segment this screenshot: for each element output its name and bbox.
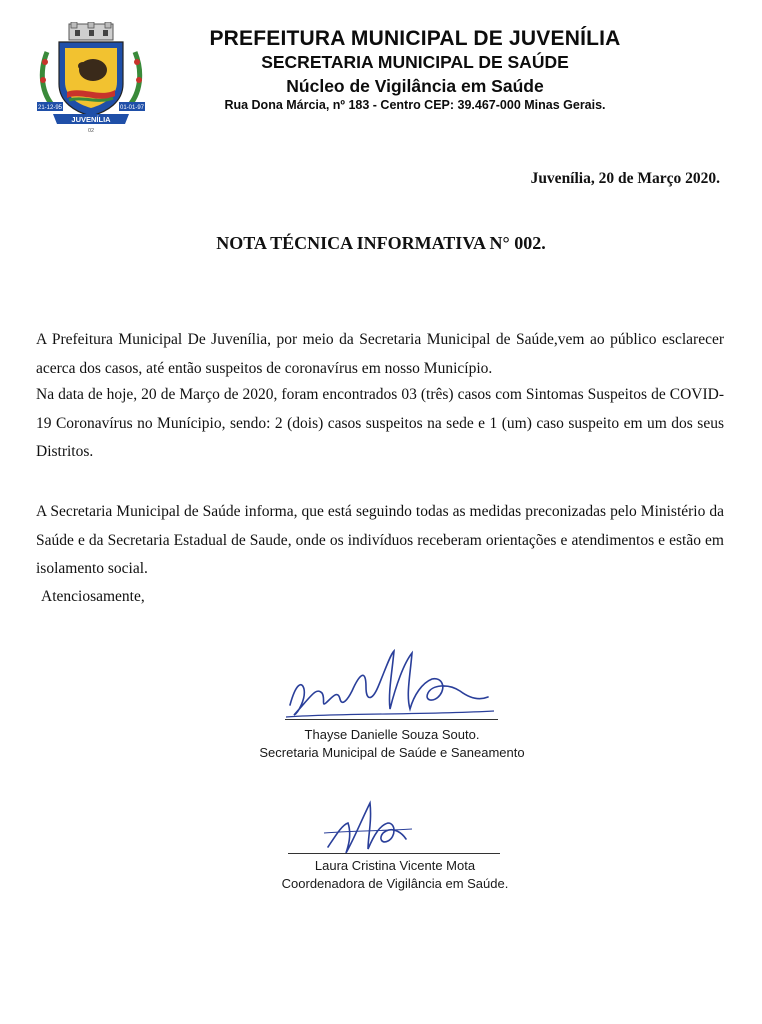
signature-line-1	[285, 719, 498, 720]
body-paragraph-2: Na data de hoje, 20 de Março de 2020, foram encontrados 03 (três) casos com Sintomas Suspeitos de COVID-19 Coronavírus no Munícipio, sendo: 2 (dois) casos suspeitos na sede e 1 (um) caso suspeito em um dos seus Distritos.	[36, 386, 724, 460]
body-paragraph-3: A Secretaria Municipal de Saúde informa, que está seguindo todas as medidas preconizadas pelo Ministério da Saúde e da Secretaria Estadual de Saude, onde os indivíduos receberam orientações e atendimentos e estão em isolamento social.	[36, 503, 724, 577]
crest-banner-text: JUVENÍLIA	[71, 115, 111, 124]
header-nucleus: Núcleo de Vigilância em Saúde	[286, 76, 544, 96]
closing-text: Atenciosamente,	[41, 588, 145, 605]
body-paragraph-1: A Prefeitura Municipal De Juvenília, por meio da Secretaria Municipal de Saúde,vem ao público esclarecer acerca dos casos, até então suspeitos de coronavírus em nosso Município.	[36, 331, 724, 377]
crest-code: 02	[87, 128, 95, 134]
crest-left-date: 21-12-95	[37, 105, 63, 111]
document-date: Juvenília, 20 de Março 2020.	[530, 170, 720, 187]
signature-2-handwriting	[318, 795, 418, 861]
header-municipality: PREFEITURA MUNICIPAL DE JUVENÍLIA	[209, 27, 621, 50]
signatory-2-name: Laura Cristina Vicente Mota	[314, 858, 476, 873]
signatory-2-role: Coordenadora de Vigilância em Saúde.	[281, 876, 509, 891]
signature-block-2	[272, 857, 518, 893]
signature-block-1	[250, 726, 534, 762]
signature-line-2	[288, 853, 500, 854]
crest-right-date: 01-01-97	[119, 105, 145, 111]
header-address: Rua Dona Márcia, nº 183 - Centro CEP: 39.467-000 Minas Gerais.	[224, 98, 606, 112]
signatory-1-role: Secretaria Municipal de Saúde e Saneamento	[259, 745, 525, 760]
document-title: NOTA TÉCNICA INFORMATIVA N° 002.	[216, 233, 546, 253]
signatory-1-name: Thayse Danielle Souza Souto.	[304, 727, 480, 742]
header-secretariat: SECRETARIA MUNICIPAL DE SAÚDE	[261, 52, 569, 72]
municipal-crest-logo	[33, 22, 149, 134]
